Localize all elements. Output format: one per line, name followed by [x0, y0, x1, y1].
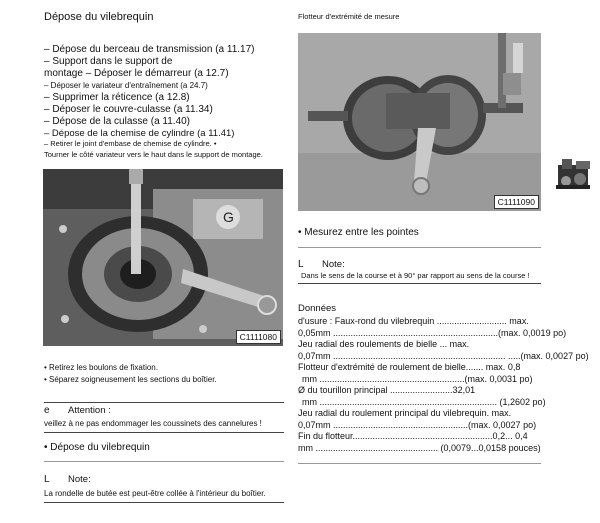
right-photo-caption: C1111090: [494, 195, 539, 209]
bullet-measure-points: • Mesurez entre les pointes: [298, 227, 419, 238]
removal-step: – Déposer le couvre-culasse (a 11.34): [44, 104, 213, 115]
data-title: Données: [298, 303, 337, 314]
attention-top-rule: [44, 402, 284, 403]
left-heading: Dépose du vilebrequin: [44, 11, 154, 23]
note-text-left: La rondelle de butée est peut-être collée à l'intérieur du boîtier.: [44, 489, 266, 498]
photo-crankcase: [43, 169, 283, 346]
removal-step: – Retirer le joint d'embase de chemise de cylindre. •: [44, 139, 217, 148]
left-photo-caption: C1111080: [236, 330, 281, 344]
wear-data-line: Jeu radial des roulements de bielle ... max.: [298, 339, 470, 349]
engine-icon: [554, 155, 594, 195]
removal-step: – Dépose du berceau de transmission (a 11.17): [44, 44, 255, 55]
attention-label: Attention :: [68, 405, 111, 416]
data-bottom-rule: [298, 463, 541, 464]
wear-data-line: 0,07mm ......................................................(max. 0,0027 po): [298, 419, 537, 430]
wear-data-line: mm ....................................................................... (1,2602 po): [302, 396, 546, 407]
svg-text:G: G: [223, 209, 234, 225]
crankshaft-photo-illustration: [298, 33, 541, 211]
wear-data-line: Ø du tourillon principal .........................32,01: [298, 385, 476, 395]
bullet-separate-case: • Séparez soigneusement les sections du boîtier.: [44, 375, 217, 384]
wear-data-line: mm ................................................. (0,0079...0,0158 pouces): [298, 442, 541, 453]
attention-letter: e: [44, 405, 50, 416]
right-heading: Flotteur d'extrémité de mesure: [298, 12, 400, 21]
crankcase-photo-illustration: [43, 169, 283, 346]
bullet-remove-crankshaft: • Dépose du vilebrequin: [44, 442, 150, 453]
wear-data-line: 0,05mm ..................................................................(max. 0,0019 po): [298, 327, 567, 338]
note-text-right: Dans le sens de la course et à 90° par rapport au sens de la course !: [301, 271, 530, 280]
note-bottom-rule-right: [298, 283, 541, 284]
right-separator-rule: [298, 247, 541, 248]
removal-step: Tourner le côté variateur vers le haut dans le support de montage.: [44, 150, 263, 159]
removal-step: – Supprimer la réticence (a 12.8): [44, 92, 190, 103]
note-label-right: Note:: [322, 259, 345, 270]
separator-rule: [44, 461, 284, 462]
attention-bottom-rule: [44, 432, 284, 433]
wear-data-line: Jeu radial du roulement principal du vilebrequin. max.: [298, 408, 512, 418]
wear-data-line: mm ..........................................................(max. 0,0031 po): [302, 373, 533, 384]
wear-data-line: Fin du flotteur........................................................0,2... 0,4: [298, 431, 528, 441]
removal-step: – Dépose de la chemise de cylindre (a 11.41): [44, 128, 235, 139]
bullet-remove-bolts: • Retirez les boulons de fixation.: [44, 363, 158, 372]
note-bottom-rule-left: [44, 502, 284, 503]
wear-data-line: Flotteur d'extrémité de roulement de bielle....... max. 0,8: [298, 362, 521, 372]
attention-text: veillez à ne pas endommager les coussinets des cannelures !: [44, 419, 262, 428]
wear-data-line: d'usure : Faux-rond du vilebrequin ............................ max.: [298, 316, 529, 326]
note-letter-right: L: [298, 259, 304, 270]
wear-data-line: 0,07mm ..................................................................... .....(max. 0,0027 po): [298, 350, 589, 361]
removal-step: – Déposer le variateur d'entraînement (a 24.7): [44, 81, 208, 90]
note-letter-left: L: [44, 474, 50, 485]
removal-step: – Dépose de la culasse (a 11.40): [44, 116, 191, 127]
photo-crankshaft-measure: [298, 33, 541, 211]
note-label-left: Note:: [68, 474, 91, 485]
removal-step: – Support dans le support de: [44, 56, 173, 67]
removal-step: montage – Déposer le démarreur (a 12.7): [44, 68, 229, 79]
